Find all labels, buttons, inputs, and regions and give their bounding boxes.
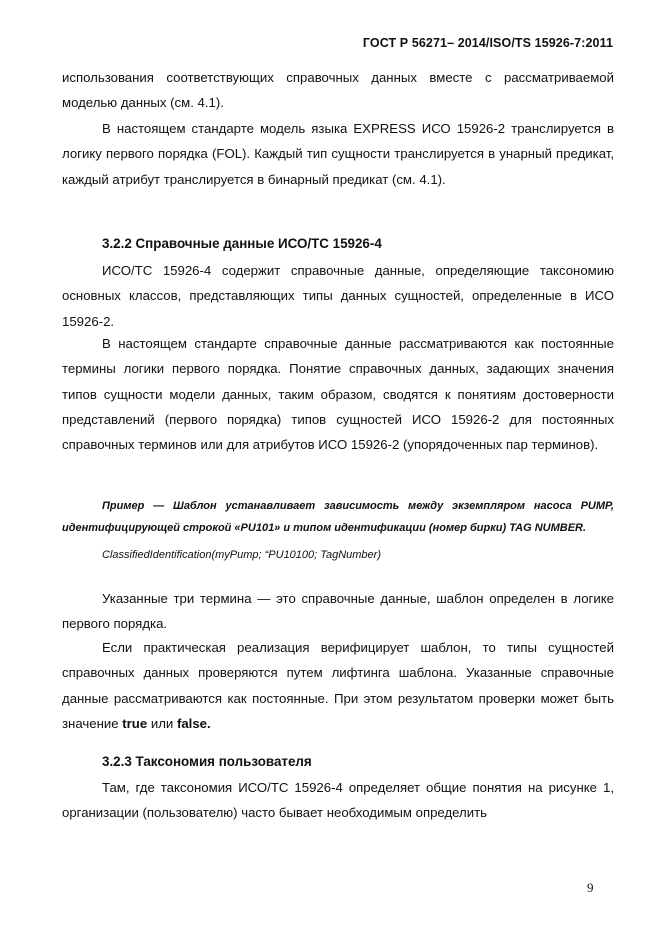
- example-text: Шаблон устанавливает зависимость между экземпляром насоса PUMP, идентифицирующей строкой «PU101» и типом идентификации (номер бирки) TAG NUMBER.: [62, 500, 614, 534]
- section-heading-3-2-2: 3.2.2 Справочные данные ИСО/ТС 15926-4: [102, 236, 382, 251]
- paragraph-user-taxonomy: Там, где таксономия ИСО/ТС 15926-4 определяет общие понятия на рисунке 1, организации (пользователю) часто бывает необходимым определить: [62, 780, 614, 821]
- example-dash: —: [153, 500, 165, 512]
- paragraph-verification: [62, 635, 614, 736]
- paragraph-express-translation: В настоящем стандарте модель языка EXPRESS ИСО 15926-2 транслируется в логику первого порядка (FOL). Каждый тип сущности транслируется в унарный предикат, каждый атрибут транслируется в бинарный предикат (см. 4.1).: [62, 121, 614, 187]
- verification-or: или: [150, 715, 174, 731]
- verification-text: Если практическая реализация верифицирует шаблон, то типы сущностей справочных данных проверяются путем лифтинга шаблона. Указанные справочные данные рассматриваются как постоянные. При этом результатом проверки может быть значение: [62, 640, 614, 731]
- value-true: true: [122, 715, 148, 731]
- value-false: false.: [176, 715, 211, 731]
- paragraph-three-terms: Указанные три термина — это справочные данные, шаблон определен в логике первого порядка.: [62, 591, 614, 632]
- example-block: [62, 496, 614, 539]
- paragraph-continuation: использования соответствующих справочных данных вместе с рассматриваемой моделью данных (см. 4.1).: [62, 70, 614, 111]
- example-code-line: ClassifiedIdentification(myPump; “PU10100; TagNumber): [102, 549, 381, 561]
- example-label: Пример: [102, 500, 145, 512]
- page-number: 9: [587, 880, 594, 895]
- page-header: ГОСТ Р 56271– 2014/ISO/TS 15926-7:2011: [362, 36, 613, 50]
- paragraph-reference-data-constants: В настоящем стандарте справочные данные рассматриваются как постоянные термины логики первого порядка. Понятие справочных данных, задающих значения типов сущности модели данных, таким образом, сводятся к понятиям достоверности представлений (первого порядка) типов сущностей ИСО 15926-2 для постоянных справочных терминов или для атрибутов ИСО 15926-2 (упорядоченных пар терминов).: [62, 336, 614, 453]
- section-heading-3-2-3: 3.2.3 Таксономия пользователя: [102, 754, 312, 769]
- paragraph-reference-data-intro: ИСО/ТС 15926-4 содержит справочные данные, определяющие таксономию основных классов, представляющих типы данных сущностей, определенные в ИСО 15926-2.: [62, 263, 614, 329]
